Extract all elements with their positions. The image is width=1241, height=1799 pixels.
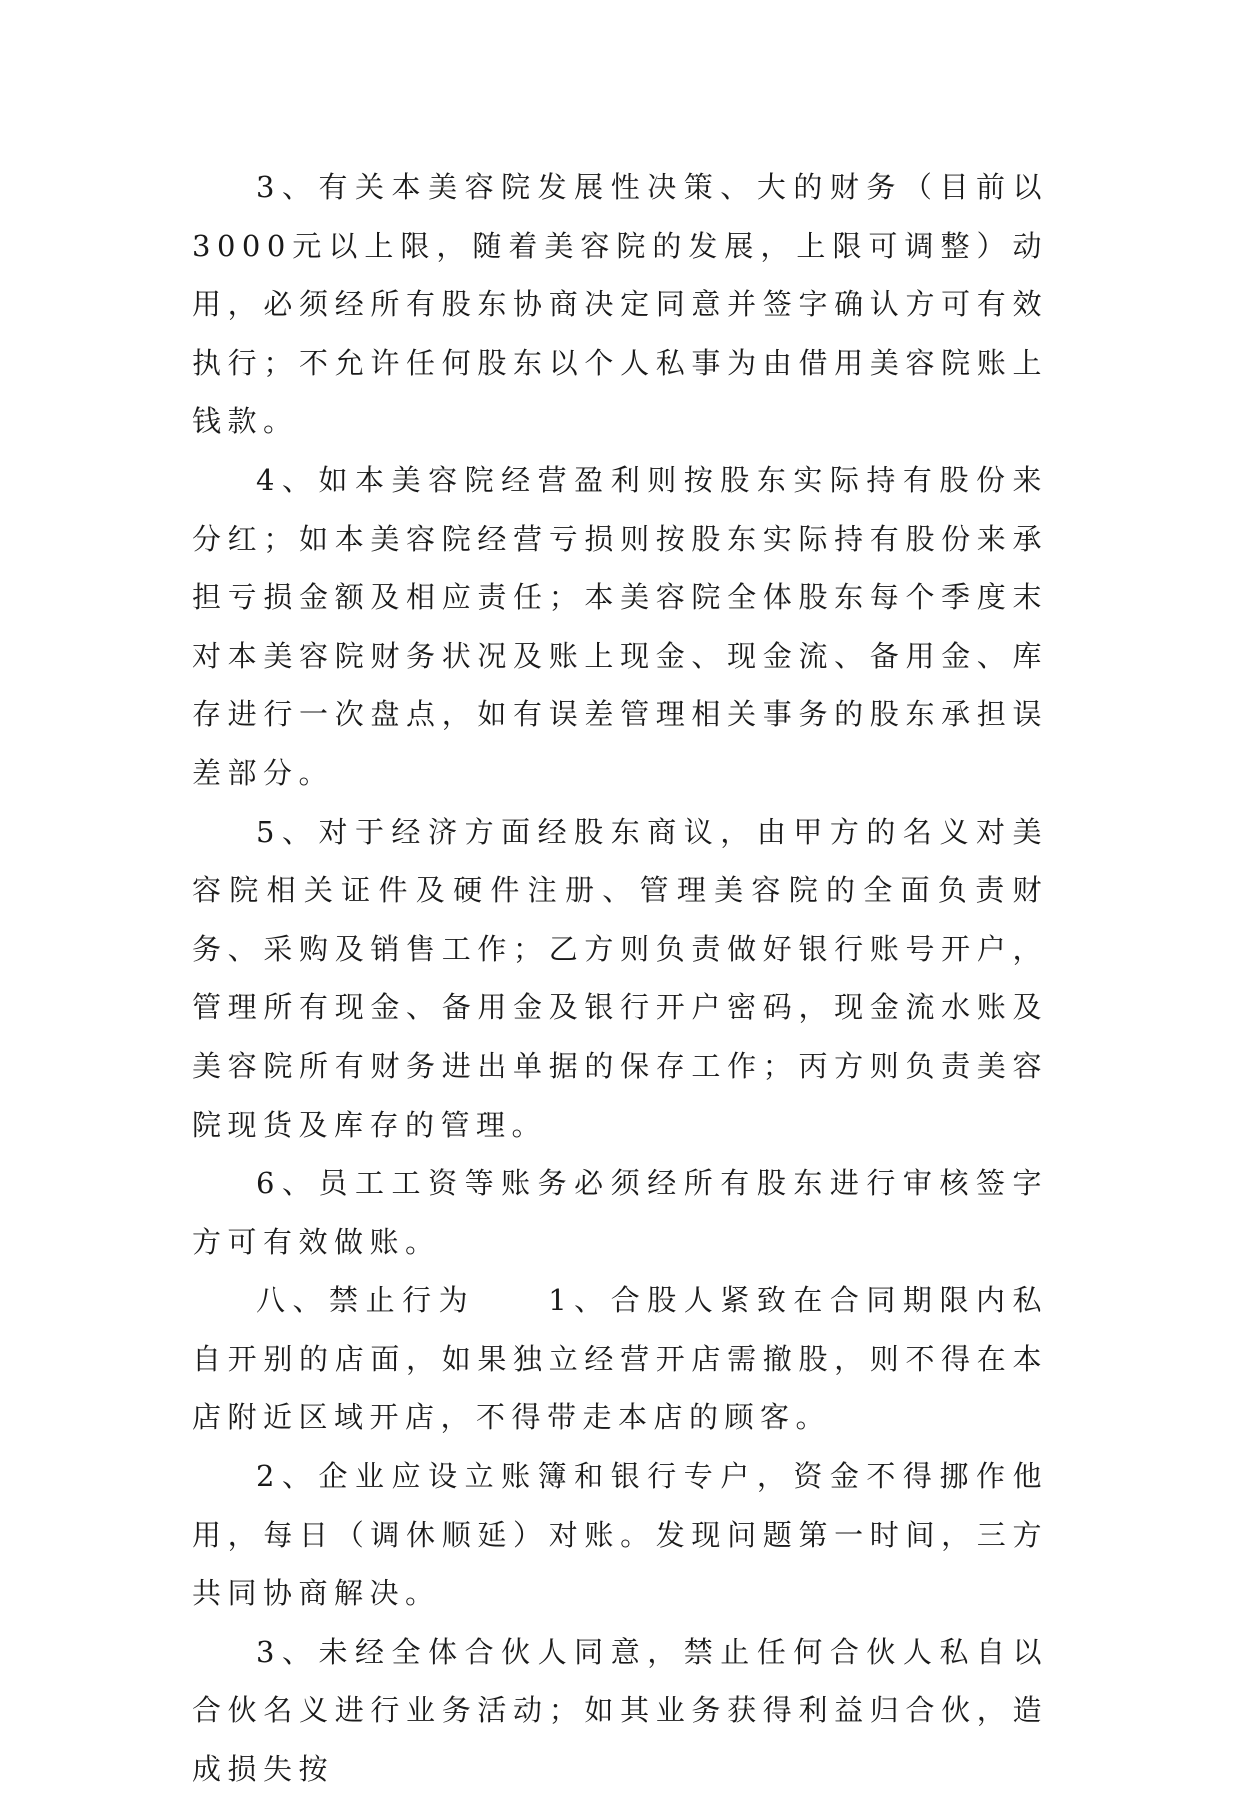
paragraph-section-8-prohibited-acts: 八、禁止行为 1、合股人紧致在合同期限内私自开别的店面，如果独立经营开店需撤股，则不得在本店附近区域开店，不得带走本店的顾客。 bbox=[192, 1283, 1048, 1435]
paragraph-clause-5-financial-duties: 5、对于经济方面经股东商议，由甲方的名义对美容院相关证件及硬件注册、管理美容院的全面负责财务、采购及销售工作；乙方则负责做好银行账号开户，管理所有现金、备用金及银行开户密码，现金流水账及美容院所有财务进出单据的保存工作；丙方则负责美容院现货及库存的管理。 bbox=[192, 814, 1048, 1142]
paragraph-prohibition-2-accounts: 2、企业应设立账簿和银行专户，资金不得挪作他用，每日（调休顺延）对账。发现问题第一时间，三方共同协商解决。 bbox=[192, 1459, 1048, 1611]
document-body bbox=[192, 158, 1048, 1799]
paragraph-clause-4-profit-and-loss: 4、如本美容院经营盈利则按股东实际持有股份来分红；如本美容院经营亏损则按股东实际持有股份来承担亏损金额及相应责任；本美容院全体股东每个季度末对本美容院财务状况及账上现金、现金流、备用金、库存进行一次盘点，如有误差管理相关事务的股东承担误差部分。 bbox=[192, 462, 1048, 790]
paragraph-clause-3-major-decisions: 3、有关本美容院发展性决策、大的财务（目前以3000元以上限，随着美容院的发展，上限可调整）动用，必须经所有股东协商决定同意并签字确认方可有效执行；不允许任何股东以个人私事为由借用美容院账上钱款。 bbox=[192, 170, 1048, 439]
paragraph-prohibition-3-unauthorized-business: 3、未经全体合伙人同意，禁止任何合伙人私自以合伙名义进行业务活动；如其业务获得利益归合伙，造成损失按 bbox=[192, 1634, 1048, 1787]
paragraph-clause-6-payroll: 6、员工工资等账务必须经所有股东进行审核签字方可有效做账。 bbox=[192, 1166, 1048, 1259]
